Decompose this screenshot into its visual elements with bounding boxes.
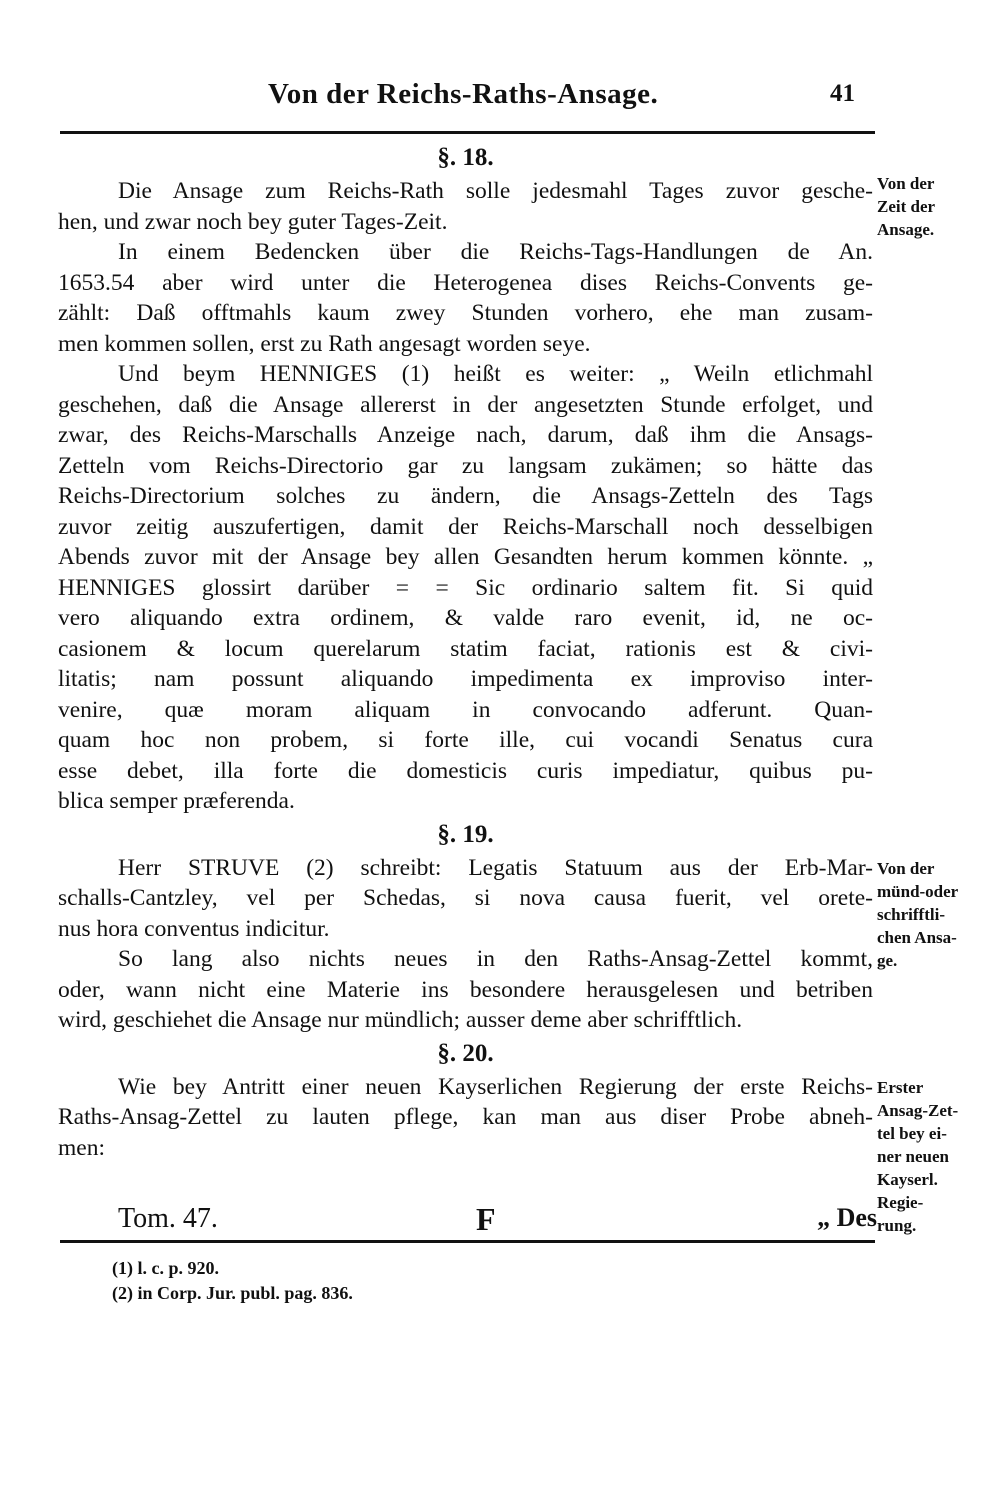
text-line: blica semper præferenda. <box>58 788 295 814</box>
text-line: Reichs-Directorium solches zu ändern, die Ansags-Zetteln des Tags <box>58 483 873 509</box>
text-line: litatis; nam possunt aliquando impedimenta ex improviso inter- <box>58 666 873 692</box>
margin-note-line: Von der <box>877 174 935 193</box>
volume-signature: Tom. 47. <box>118 1203 218 1234</box>
margin-note-line: Von der <box>877 859 935 878</box>
text-line: quam hoc non probem, si forte ille, cui vocandi Senatus cura <box>58 727 873 753</box>
margin-note-line: chen Ansa- <box>877 928 957 947</box>
text-line: men: <box>58 1134 105 1161</box>
text-line: In einem Bedencken über die Reichs-Tags-Handlungen de An. <box>118 239 873 265</box>
text-line: schalls-Cantzley, vel per Schedas, si nova causa fuerit, vel orete- <box>58 885 873 911</box>
text-line: Zetteln vom Reichs-Directorio gar zu langsam zukämen; so hätte das <box>58 452 873 479</box>
catchword: „ Des <box>817 1203 877 1232</box>
margin-note-line: schrifftli- <box>877 905 945 924</box>
footnote: (1) l. c. p. 920. <box>112 1258 219 1278</box>
text-line: zuvor zeitig auszufertigen, damit der Reichs-Marschall noch desselbigen <box>58 513 873 540</box>
signature-line <box>112 1203 877 1243</box>
text-line: zählt: Daß offtmahls kaum zwey Stunden vorhero, ehe man zusam- <box>58 300 873 326</box>
text-line: nus hora conventus indicitur. <box>58 915 330 942</box>
signature-mark: F <box>476 1201 496 1237</box>
running-head <box>0 78 1000 118</box>
text-line: oder, wann nicht eine Materie ins besondere herausgelesen und betriben <box>58 976 873 1003</box>
paragraph <box>58 1072 873 1164</box>
paragraph <box>58 944 873 1036</box>
margin-note-line: münd-oder <box>877 882 959 901</box>
text-line: hen, und zwar noch bey guter Tages-Zeit. <box>58 208 448 235</box>
header-rule <box>60 131 875 134</box>
text-line: Abends zuvor mit der Ansage bey allen Gesandten herum kommen könnte. „ <box>58 544 873 570</box>
section-mark-18: §. 18. <box>437 144 494 171</box>
margin-note <box>877 857 995 972</box>
text-line: Raths-Ansag-Zettel zu lauten pflege, kan man aus diser Probe abneh- <box>58 1104 873 1130</box>
margin-note-line: Kayserl. <box>877 1170 938 1189</box>
margin-note <box>877 1076 995 1237</box>
main-text <box>58 140 873 1163</box>
footnotes <box>112 1256 812 1306</box>
text-line: esse debet, illa forte die domesticis curis impediatur, quibus pu- <box>58 757 873 784</box>
section-mark-19: §. 19. <box>437 820 494 848</box>
margin-note-line: tel bey ei- <box>877 1124 947 1143</box>
margin-note-line: Ansag-Zet- <box>877 1101 959 1120</box>
margin-note-line: rung. <box>877 1216 917 1235</box>
paragraph <box>58 237 873 359</box>
margin-note-line: ge. <box>877 951 898 970</box>
text-line: venire, quæ moram aliquam in convocando adferunt. Quan- <box>58 696 873 723</box>
page-number: 41 <box>830 80 855 107</box>
footnote-rule <box>60 1240 875 1243</box>
paragraph <box>58 853 873 945</box>
margin-note-line: ner neuen <box>877 1147 949 1166</box>
paragraph <box>58 176 873 237</box>
text-line: Herr STRUVE (2) schreibt: Legatis Statuum aus der Erb-Mar- <box>118 854 873 881</box>
text-line: HENNIGES glossirt darüber = = Sic ordinario saltem fit. Si quid <box>58 574 873 601</box>
text-line: casionem & locum querelarum statim faciat, rationis est & civi- <box>58 635 873 662</box>
text-line: zwar, des Reichs-Marschalls Anzeige nach, darum, daß ihm die Ansags- <box>58 422 873 448</box>
text-line: So lang also nichts neues in den Raths-Ansag-Zettel kommt, <box>118 946 873 972</box>
text-line: Die Ansage zum Reichs-Rath solle jedesmahl Tages zuvor gesche- <box>118 178 873 204</box>
text-line: Und beym HENNIGES (1) heißt es weiter: „ Weiln etlichmahl <box>118 361 873 387</box>
running-title: Von der Reichs-Raths-Ansage. <box>268 78 659 110</box>
margin-note-line: Regie- <box>877 1193 924 1212</box>
margin-note-line: Zeit der <box>877 197 936 216</box>
text-line: 1653.54 aber wird unter die Heterogenea dises Reichs-Convents ge- <box>58 269 873 296</box>
text-line: geschehen, daß die Ansage allererst in der angesetzten Stunde erfolget, und <box>58 391 873 418</box>
paragraph <box>58 359 873 817</box>
footnote: (2) in Corp. Jur. publ. pag. 836. <box>112 1283 353 1303</box>
text-line: Wie bey Antritt einer neuen Kayserlichen Regierung der erste Reichs- <box>118 1073 873 1100</box>
text-line: men kommen sollen, erst zu Rath angesagt worden seye. <box>58 330 591 357</box>
text-line: vero aliquando extra ordinem, & valde raro evenit, id, ne oc- <box>58 605 873 631</box>
margin-note-line: Erster <box>877 1078 924 1097</box>
margin-note-line: Ansage. <box>877 220 935 239</box>
section-mark-20: §. 20. <box>437 1039 494 1067</box>
text-line: wird, geschiehet die Ansage nur mündlich; ausser deme aber schrifftlich. <box>58 1007 743 1033</box>
margin-note <box>877 172 995 241</box>
